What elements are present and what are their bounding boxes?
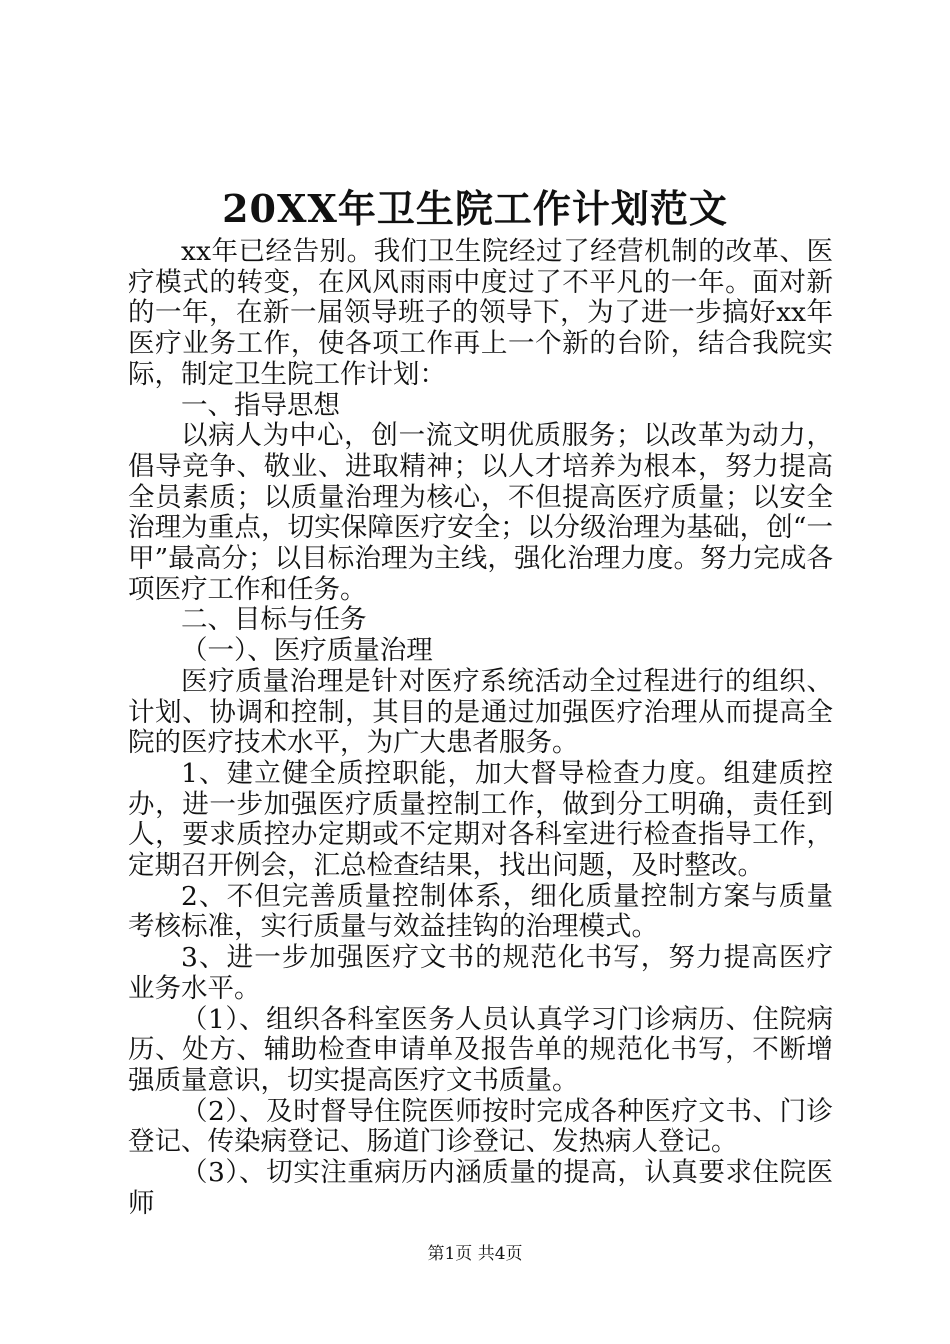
paragraph-quality-management: 医疗质量治理是针对医疗系统活动全过程进行的组织、计划、协调和控制，其目的是通过加强医疗治理从而提高全院的医疗技术水平，为广大患者服务。	[128, 665, 833, 759]
paragraph-item-3: 3、进一步加强医疗文书的规范化书写，努力提高医疗业务水平。	[128, 942, 833, 1004]
paragraph-subitem-1: （1）、组织各科室医务人员认真学习门诊病历、住院病历、处方、辅助检查申请单及报告单的规范化书写，不断增强质量意识，切实提高医疗文书质量。	[128, 1003, 833, 1096]
paragraph-item-1: 1、建立健全质控职能，加大督导检查力度。组建质控办，进一步加强医疗质量控制工作，做到分工明确，责任到人，要求质控办定期或不定期对各科室进行检查指导工作，定期召开例会，汇总检查结果，找出问题，及时整改。	[128, 757, 833, 882]
page-number-footer: 第1页 共4页	[427, 1244, 523, 1264]
subheading-quality-management: （一）、医疗质量治理	[181, 635, 433, 667]
document-title: 20XX年卫生院工作计划范文	[222, 186, 728, 231]
heading-guiding-ideology: 一、指导思想	[181, 389, 340, 421]
document-body	[128, 237, 833, 1220]
paragraph-item-2: 2、不但完善质量控制体系，细化质量控制方案与质量考核标准，实行质量与效益挂钩的治理模式。	[128, 880, 833, 943]
heading-goals-tasks: 二、目标与任务	[181, 604, 367, 636]
paragraph-intro: xx年已经告别。我们卫生院经过了经营机制的改革、医疗模式的转变，在风风雨雨中度过了不平凡的一年。面对新的一年，在新一届领导班子的领导下，为了进一步搞好xx年医疗业务工作，使各项工作再上一个新的台阶，结合我院实际，制定卫生院工作计划：	[128, 236, 833, 390]
paragraph-guiding-ideology: 以病人为中心，创一流文明优质服务；以改革为动力，倡导竞争、敬业、进取精神；以人才培养为根本，努力提高全员素质；以质量治理为核心，不但提高医疗质量；以安全治理为重点，切实保障医疗安全；以分级治理为基础，创“一甲”最高分；以目标治理为主线，强化治理力度。努力完成各项医疗工作和任务。	[128, 420, 833, 605]
paragraph-subitem-3: （3）、切实注重病历内涵质量的提高，认真要求住院医师	[128, 1157, 833, 1219]
paragraph-subitem-2: （2）、及时督导住院医师按时完成各种医疗文书、门诊登记、传染病登记、肠道门诊登记、发热病人登记。	[128, 1095, 833, 1158]
